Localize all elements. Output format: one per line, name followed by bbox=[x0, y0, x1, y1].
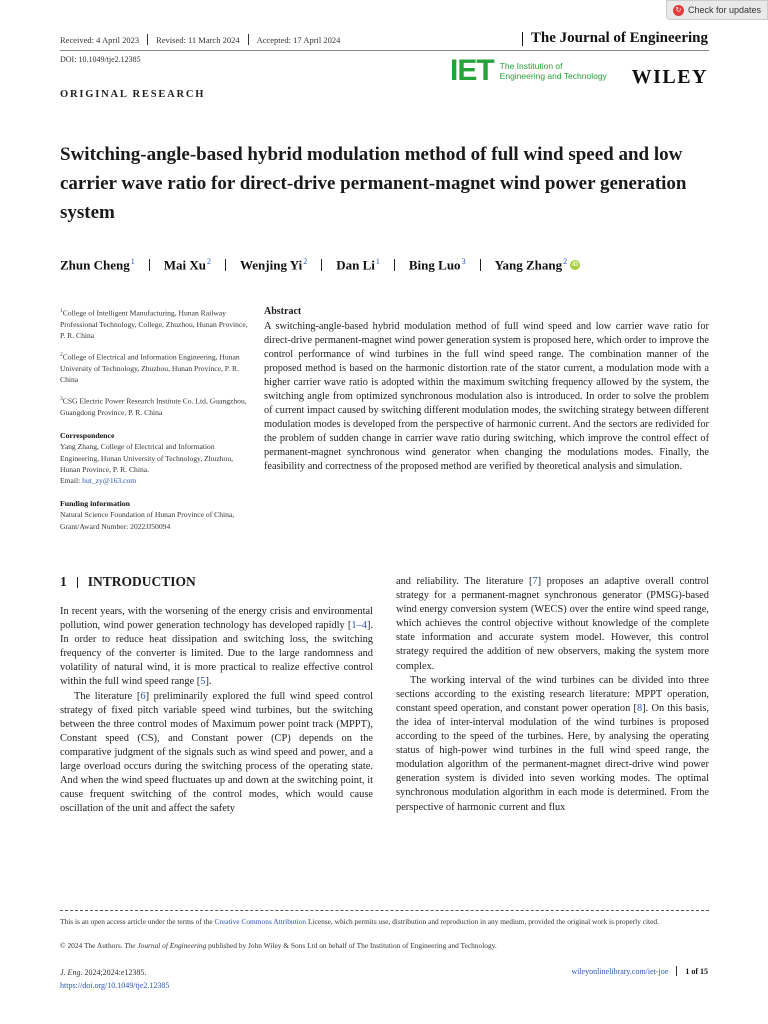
citation-link[interactable]: 1–4 bbox=[351, 620, 367, 632]
check-for-updates-label: Check for updates bbox=[687, 5, 762, 15]
doi: DOI: 10.1049/tje2.12385 bbox=[60, 55, 141, 64]
abstract-heading: Abstract bbox=[264, 306, 302, 317]
affiliation: $^1$College of Intelligent Manufacturing, Hunan Railway Professional Technology, College, Zhuzhou, Hunan Province, P. R. China bbox=[60, 308, 248, 340]
revised-date: Revised: 11 March 2024 bbox=[156, 34, 240, 45]
citation-link[interactable]: 6 bbox=[140, 690, 146, 702]
paragraph: In recent years, with the worsening of the energy crisis and environmental pollution, wind power generation technology has developed rapidly [1–4]. In order to reduce heat dissipation and switching loss, the switching frequency of the converter is limited. Due to the large randomness and volatility of natural wind, it is more practical to realize effective control within the full wind speed range [5]. bbox=[60, 606, 373, 688]
article-title: Switching-angle-based hybrid modulation method of full wind speed and low carrier wave ratio for direct-drive permanent-magnet wind power generation system bbox=[60, 144, 687, 223]
divider bbox=[321, 259, 322, 271]
journal-site-link[interactable]: wileyonlinelibrary.com/iet-joe bbox=[571, 966, 669, 976]
funding-heading: Funding information bbox=[60, 499, 130, 509]
affiliation: $^2$College of Electrical and Information Engineering, Hunan University of Technology, Zhuzhou, Hunan Province, P. R. China bbox=[60, 352, 240, 385]
divider bbox=[225, 259, 226, 271]
divider bbox=[480, 259, 481, 271]
page-footer bbox=[571, 966, 708, 976]
received-date: Received: 4 April 2023 bbox=[60, 34, 140, 45]
section-title: INTRODUCTION bbox=[87, 574, 196, 589]
citation-link[interactable]: 7 bbox=[532, 576, 538, 587]
citation-link[interactable]: 5 bbox=[200, 676, 206, 688]
check-for-updates-button[interactable] bbox=[666, 0, 768, 20]
author[interactable]: Zhun Cheng$^1$ bbox=[60, 257, 135, 273]
orcid-icon[interactable]: iD bbox=[572, 262, 579, 269]
iet-name-line2: Engineering and Technology bbox=[499, 71, 607, 81]
author[interactable]: Bing Luo$^3$ bbox=[408, 257, 466, 273]
iet-mark: IET bbox=[450, 54, 494, 87]
paragraph: and reliability. The literature [7] proposes an adaptive overall control strategy for a permanent-magnet synchronous generator (PMSG)-based wind energy conversion system (WECS) over the entire wind speed range, which achieves the control objective without knowledge of the complete state information and accurate system model. However, this control strategy required the addition of new observers, making the system more complex. bbox=[396, 576, 710, 672]
section-heading bbox=[60, 574, 196, 590]
divider bbox=[77, 577, 78, 588]
affiliation: $^3$CSG Electric Power Research Institute Co. Ltd, Guangzhou, Guangdong Province, P. R. China bbox=[60, 396, 247, 418]
journal-title: The Journal of Engineering bbox=[530, 30, 708, 46]
update-icon: ↻ bbox=[673, 5, 684, 16]
license-link[interactable]: Creative Commons Attribution bbox=[214, 917, 307, 926]
author[interactable]: Dan Li$^1$ bbox=[336, 257, 380, 273]
divider bbox=[676, 966, 677, 976]
citation-info: J. Eng. 2024;2024:e12385. https://doi.org/10.1049/tje2.12385 bbox=[60, 968, 170, 990]
email-link[interactable]: hut_zy@163.com bbox=[82, 476, 137, 486]
journal-name bbox=[522, 30, 708, 47]
citation-link[interactable]: 8 bbox=[636, 702, 643, 714]
header-rule bbox=[60, 50, 709, 51]
author-list bbox=[60, 257, 580, 273]
accepted-date: Accepted: 17 April 2024 bbox=[256, 34, 341, 45]
affiliations-column bbox=[60, 306, 250, 541]
correspondence-text: Yang Zhang, College of Electrical and Information Engineering, Hunan University of Technology, Zhuzhou, Hunan Province, P. R. China. Email: hut_zy@163.com bbox=[60, 442, 234, 486]
license-note: This is an open access article under the terms of the Creative Commons Attribution License, which permits use, distribution and reproduction in any medium, provided the original work is properly cited. bbox=[60, 917, 659, 926]
body-column-left bbox=[60, 605, 373, 816]
divider bbox=[147, 34, 148, 45]
copyright-note: © 2024 The Authors. The Journal of Engineering published by John Wiley & Sons Ltd on behalf of The Institution of Engineering and Technology. bbox=[60, 941, 497, 950]
body-column-right bbox=[396, 575, 709, 815]
author[interactable]: Mai Xu$^2$ bbox=[163, 257, 211, 273]
author[interactable]: Wenjing Yi$^2$ bbox=[239, 257, 308, 273]
iet-name-line1: The Institution of bbox=[499, 61, 563, 71]
divider bbox=[149, 259, 150, 271]
paragraph: The literature [6] preliminarily explored the full wind speed control strategy of fixed pitch variable speed wind turbines, but the switching between the three control modes of Maximum power point track (MPPT), Constant speed (CS), and Constant power (CP) depends on the comparative judgment of the signals such as wind speed and power, and a large overload occurs during the switching process of the operating state. And when the wind speed fluctuates up and down at the switching point, it cause frequent switching of the control modes, which would cause oscillation of the unit and affect the safety bbox=[60, 690, 373, 815]
correspondence-heading: Correspondence bbox=[60, 431, 115, 441]
funding-text: Natural Science Foundation of Hunan Province of China, Grant/Award Number: 2022JJ50094 bbox=[60, 510, 235, 531]
section-number: 1 bbox=[60, 574, 67, 589]
iet-name bbox=[500, 61, 607, 81]
doi-link[interactable]: https://doi.org/10.1049/tje2.12385 bbox=[60, 981, 170, 990]
page-number: 1 of 15 bbox=[685, 966, 708, 976]
paragraph: The working interval of the wind turbines can be divided into three sections according to the existing research literature: MPPT operation, constant speed operation, and constant power operation [8]. On this basis, the idea of inter-interval modulation of the wind turbines is proposed according to the speed of the turbines. Here, by analysing the operating status of high-power wind turbines in the full wind speed range, the modulation algorithm of the permanent-magnet direct-drive wind power generation system is divided into seven working modes. The optimal synchronous modulation algorithm in each mode is determined. From the perspective of harmonic current and flux bbox=[396, 674, 709, 813]
divider bbox=[394, 259, 395, 271]
wiley-logo: WILEY bbox=[631, 66, 708, 88]
abstract-text: A switching-angle-based hybrid modulation method of full wind speed and low carrier wave ratio for direct-drive permanent-magnet wind power generation system is proposed here, which order to improve the control performance of wind turbines in the full wind speed range. The combination manner of the proposed method is based on the harmonic distortion rate of the stator current, a modulation mode with a higher carrier wave ratio is adopted within the maximum switching frequency allowed by the system, the switching angle from optimized synchronous modulation also is introduced. In order to solve the problem of current impact caused by switching different modulation modes, the switching strategy between different modulation modes is developed from the perspective of harmonic current. And the sectors are redivided for the problem of sudden change in carrier wave ratio during switching, which improve the control effect of permanent-magnet synchronous wind generator when changing the modulations modes. Finally, the feasibility and correctness of the proposed method are verified by theoretical analysis and simulation. bbox=[264, 321, 709, 473]
divider bbox=[522, 32, 523, 46]
author[interactable]: Yang Zhang$^2$ bbox=[494, 257, 568, 273]
divider bbox=[248, 34, 249, 45]
article-type: ORIGINAL RESEARCH bbox=[60, 89, 206, 100]
iet-logo bbox=[450, 56, 607, 86]
footer-rule bbox=[60, 910, 709, 911]
article-dates bbox=[60, 34, 340, 45]
